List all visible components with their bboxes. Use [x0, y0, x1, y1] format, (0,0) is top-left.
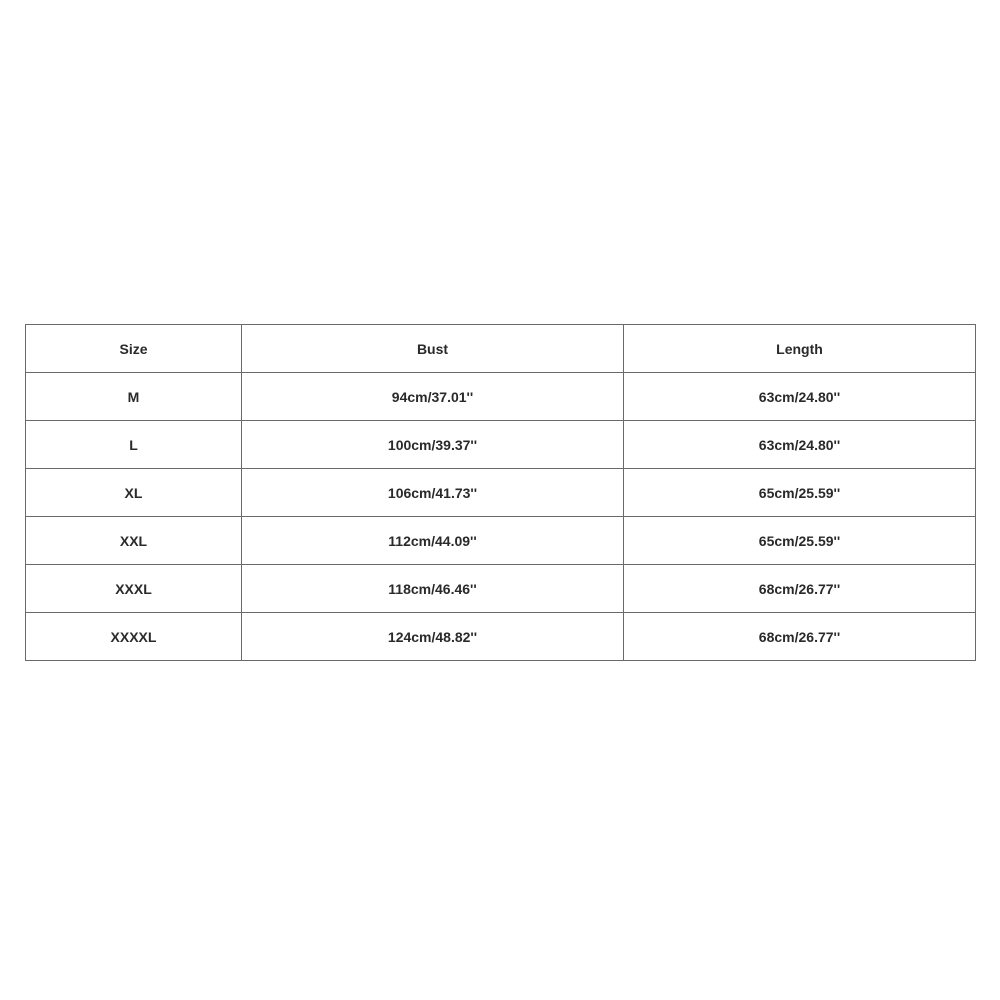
cell-length: 68cm/26.77'' [624, 613, 976, 661]
table-row [26, 613, 976, 661]
cell-bust: 112cm/44.09'' [242, 517, 624, 565]
cell-length: 63cm/24.80'' [624, 373, 976, 421]
cell-length: 68cm/26.77'' [624, 565, 976, 613]
cell-bust: 94cm/37.01'' [242, 373, 624, 421]
table-row [26, 469, 976, 517]
header-bust: Bust [242, 325, 624, 373]
cell-bust: 106cm/41.73'' [242, 469, 624, 517]
table-row [26, 421, 976, 469]
cell-bust: 100cm/39.37'' [242, 421, 624, 469]
cell-size: XXXXL [26, 613, 242, 661]
table-row [26, 565, 976, 613]
table-row [26, 373, 976, 421]
cell-bust: 124cm/48.82'' [242, 613, 624, 661]
cell-length: 63cm/24.80'' [624, 421, 976, 469]
table-header-row [26, 325, 976, 373]
table-row [26, 517, 976, 565]
cell-size: L [26, 421, 242, 469]
cell-size: XXL [26, 517, 242, 565]
cell-length: 65cm/25.59'' [624, 469, 976, 517]
cell-length: 65cm/25.59'' [624, 517, 976, 565]
header-size: Size [26, 325, 242, 373]
cell-size: M [26, 373, 242, 421]
cell-size: XXXL [26, 565, 242, 613]
header-length: Length [624, 325, 976, 373]
cell-size: XL [26, 469, 242, 517]
cell-bust: 118cm/46.46'' [242, 565, 624, 613]
size-chart-table [25, 324, 976, 661]
